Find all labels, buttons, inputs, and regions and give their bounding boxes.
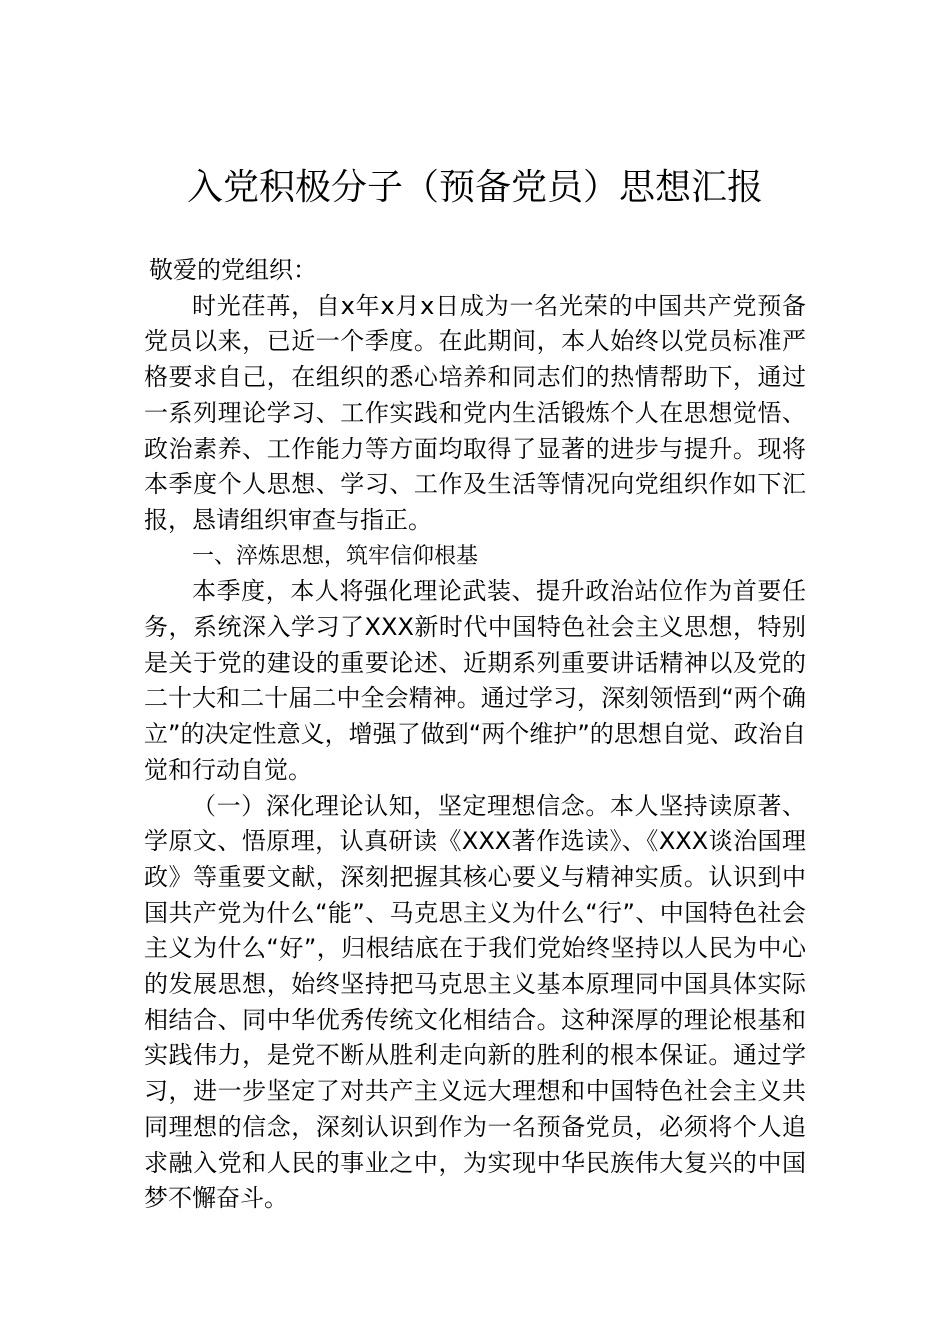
document-title: 入党积极分子（预备党员）思想汇报 xyxy=(186,167,763,208)
section-heading: 一、淬炼思想，筑牢信仰根基 xyxy=(192,543,479,569)
paragraph-section-intro: 本季度，本人将强化理论武装、提升政治站位作为首要任务，系统深入学习了XXX新时代中国特色社会主义思想，特别是关于党的建设的重要论述、近期系列重要讲话精神以及党的二十大和二十届二中全会精神。通过学习，深刻领悟到“两个确立”的决定性意义，增强了做到“两个维护”的思想自觉、政治自觉和行动自觉。 xyxy=(144,577,806,784)
salutation: 敬爱的党组织： xyxy=(149,256,317,284)
paragraph-intro: 时光荏苒，自x年x月x日成为一名光荣的中国共产党预备党员以来，已近一个季度。在此期间，本人始终以党员标准严格要求自己，在组织的悉心培养和同志们的热情帮助下，通过一系列理论学习、工作实践和党内生活锻炼个人在思想觉悟、政治素养、工作能力等方面均取得了显著的进步与提升。现将本季度个人思想、学习、工作及生活等情况向党组织作如下汇报，恳请组织审查与指正。 xyxy=(144,291,806,534)
paragraph-subsection-1: （一）深化理论认知，坚定理想信念。本人坚持读原著、学原文、悟原理，认真研读《XXX著作选读》、《XXX谈治国理政》等重要文献，深刻把握其核心要义与精神实质。认识到中国共产党为什么“能”、马克思主义为什么“行”、中国特色社会主义为什么“好”，归根结底在于我们党始终坚持以人民为中心的发展思想，始终坚持把马克思主义基本原理同中国具体实际相结合、同中华优秀传统文化相结合。这种深厚的理论根基和实践伟力，是党不断从胜利走向新的胜利的根本保证。通过学习，进一步坚定了对共产主义远大理想和中国特色社会主义共同理想的信念，深刻认识到作为一名预备党员，必须将个人追求融入党和人民的事业之中，为实现中华民族伟大复兴的中国梦不懈奋斗。 xyxy=(144,791,806,1213)
document-body xyxy=(144,253,806,1217)
